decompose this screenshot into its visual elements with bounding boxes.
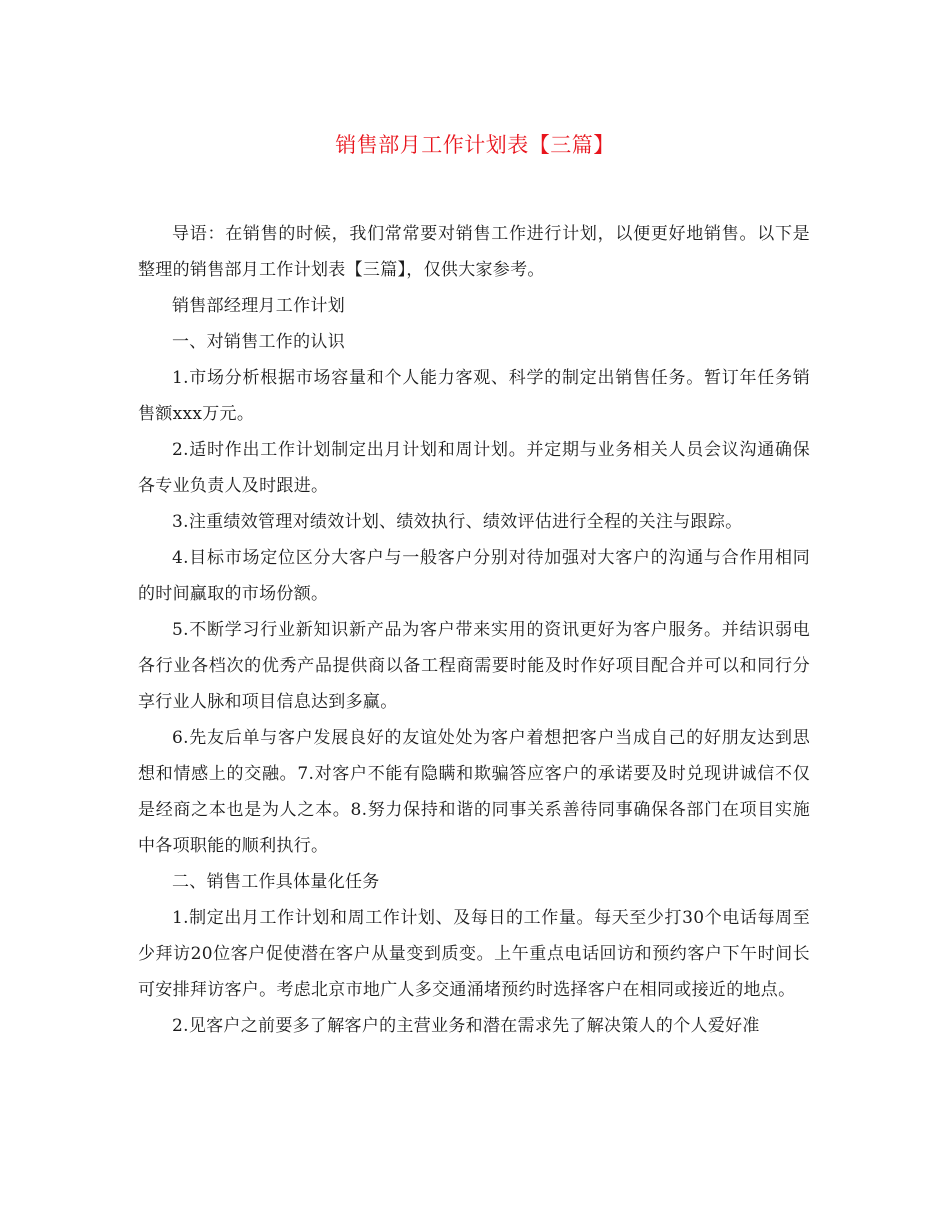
body-paragraph: 3.注重绩效管理对绩效计划、绩效执行、绩效评估进行全程的关注与跟踪。 <box>172 512 743 532</box>
section-heading: 二、销售工作具体量化任务 <box>172 872 380 892</box>
body-paragraph: 2.见客户之前要多了解客户的主营业务和潜在需求先了解决策人的个人爱好准 <box>172 1016 760 1036</box>
document-body <box>138 216 810 1044</box>
body-paragraph: 5.不断学习行业新知识新产品为客户带来实用的资讯更好为客户服务。并结识弱电各行业各档次的优秀产品提供商以备工程商需要时能及时作好项目配合并可以和同行分享行业人脉和项目信息达到多赢。 <box>138 620 810 712</box>
body-paragraph: 1.市场分析根据市场容量和个人能力客观、科学的制定出销售任务。暂订年任务销售额xxx万元。 <box>138 368 810 424</box>
intro-paragraph: 导语：在销售的时候，我们常常要对销售工作进行计划，以便更好地销售。以下是整理的销售部月工作计划表【三篇】，仅供大家参考。 <box>138 224 810 280</box>
body-paragraph: 2.适时作出工作计划制定出月计划和周计划。并定期与业务相关人员会议沟通确保各专业负责人及时跟进。 <box>138 440 810 496</box>
section-heading: 销售部经理月工作计划 <box>172 296 345 316</box>
section-heading: 一、对销售工作的认识 <box>172 332 345 352</box>
body-paragraph: 6.先友后单与客户发展良好的友谊处处为客户着想把客户当成自己的好朋友达到思想和情感上的交融。7.对客户不能有隐瞒和欺骗答应客户的承诺要及时兑现讲诚信不仅是经商之本也是为人之本。8.努力保持和谐的同事关系善待同事确保各部门在项目实施中各项职能的顺利执行。 <box>138 728 810 856</box>
body-paragraph: 1.制定出月工作计划和周工作计划、及每日的工作量。每天至少打30个电话每周至少拜访20位客户促使潜在客户从量变到质变。上午重点电话回访和预约客户下午时间长可安排拜访客户。考虑北京市地广人多交通涌堵预约时选择客户在相同或接近的地点。 <box>138 908 810 1000</box>
document-title: 销售部月工作计划表【三篇】 <box>335 133 615 157</box>
body-paragraph: 4.目标市场定位区分大客户与一般客户分别对待加强对大客户的沟通与合作用相同的时间赢取的市场份额。 <box>138 548 810 604</box>
